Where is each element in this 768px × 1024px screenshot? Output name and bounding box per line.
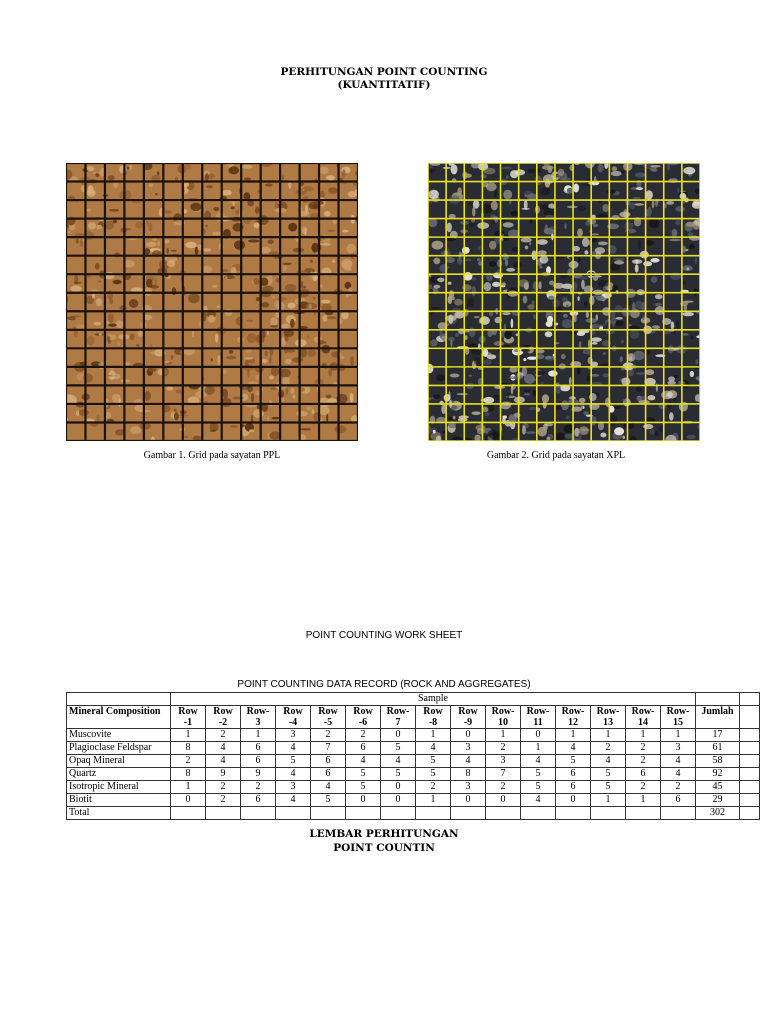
count-cell: 3 [451, 781, 486, 794]
sample-spacer-cell [67, 693, 171, 706]
mineral-name: Plagioclase Feldspar [67, 742, 171, 755]
empty-total-cell [486, 807, 521, 820]
count-cell: 1 [241, 729, 276, 742]
count-cell: 2 [346, 729, 381, 742]
count-cell: 1 [416, 794, 451, 807]
count-cell: 8 [451, 768, 486, 781]
count-cell: 3 [451, 742, 486, 755]
grand-total-cell: 302 [696, 807, 740, 820]
count-cell: 5 [556, 755, 591, 768]
count-cell: 6 [661, 794, 696, 807]
count-cell: 1 [171, 781, 206, 794]
table-body [67, 693, 760, 820]
row-header: Row -6 [346, 706, 381, 729]
count-cell: 0 [381, 781, 416, 794]
point-count-table [66, 692, 760, 820]
count-cell: 6 [556, 781, 591, 794]
row-header: Row -4 [276, 706, 311, 729]
count-cell: 0 [171, 794, 206, 807]
count-cell: 0 [451, 729, 486, 742]
jumlah-header: Jumlah [696, 706, 740, 729]
count-cell: 6 [241, 794, 276, 807]
point-count-table-container [66, 692, 768, 820]
count-cell: 2 [626, 781, 661, 794]
sample-row [67, 693, 760, 706]
empty-total-cell [276, 807, 311, 820]
empty-total-cell [346, 807, 381, 820]
count-cell: 1 [626, 794, 661, 807]
count-cell: 1 [486, 729, 521, 742]
title-line-2: (KUANTITATIF) [337, 79, 431, 91]
count-cell: 8 [171, 742, 206, 755]
count-cell: 2 [241, 781, 276, 794]
count-cell: 2 [206, 729, 241, 742]
extra-cell [740, 794, 760, 807]
mineral-name: Opaq Mineral [67, 755, 171, 768]
count-cell: 4 [346, 755, 381, 768]
count-cell: 7 [311, 742, 346, 755]
empty-total-cell [451, 807, 486, 820]
empty-total-cell [206, 807, 241, 820]
count-cell: 6 [241, 755, 276, 768]
count-cell: 5 [276, 755, 311, 768]
empty-total-cell [241, 807, 276, 820]
count-cell: 1 [591, 794, 626, 807]
count-cell: 6 [346, 742, 381, 755]
row-header: Row- 7 [381, 706, 416, 729]
count-cell: 8 [171, 768, 206, 781]
count-cell: 5 [381, 742, 416, 755]
count-cell: 6 [556, 768, 591, 781]
row-total-cell: 45 [696, 781, 740, 794]
count-cell: 0 [486, 794, 521, 807]
count-cell: 2 [591, 742, 626, 755]
count-cell: 2 [416, 781, 451, 794]
empty-total-cell [381, 807, 416, 820]
empty-total-cell [521, 807, 556, 820]
extra-cell [740, 781, 760, 794]
row-total-cell: 92 [696, 768, 740, 781]
count-cell: 4 [451, 755, 486, 768]
row-header: Row -5 [311, 706, 346, 729]
total-row [67, 807, 760, 820]
empty-total-cell [591, 807, 626, 820]
count-cell: 5 [346, 781, 381, 794]
row-header: Row- 15 [661, 706, 696, 729]
row-header: Row- 12 [556, 706, 591, 729]
count-cell: 9 [206, 768, 241, 781]
count-cell: 4 [311, 781, 346, 794]
extra-cell [740, 755, 760, 768]
count-cell: 1 [416, 729, 451, 742]
row-header: Row- 11 [521, 706, 556, 729]
count-cell: 5 [416, 755, 451, 768]
count-cell: 0 [381, 729, 416, 742]
mineral-composition-header: Mineral Composition [67, 706, 171, 729]
extra-cell [740, 742, 760, 755]
count-cell: 2 [206, 794, 241, 807]
xpl-thin-section-image [428, 163, 700, 441]
mineral-name: Muscovite [67, 729, 171, 742]
count-cell: 0 [556, 794, 591, 807]
count-cell: 1 [171, 729, 206, 742]
row-total-cell: 29 [696, 794, 740, 807]
count-cell: 3 [661, 742, 696, 755]
count-cell: 2 [661, 781, 696, 794]
title-line-1: PERHITUNGAN POINT COUNTING [280, 66, 488, 78]
document-title [0, 66, 768, 92]
row-total-cell: 61 [696, 742, 740, 755]
count-cell: 9 [241, 768, 276, 781]
sample-label: Sample [171, 693, 696, 706]
empty-total-cell [626, 807, 661, 820]
row-header: Row- 13 [591, 706, 626, 729]
count-cell: 5 [381, 768, 416, 781]
extra-cell [740, 729, 760, 742]
xpl-caption: Gambar 2. Grid pada sayatan XPL [486, 450, 626, 461]
sample-spacer-cell [740, 693, 760, 706]
count-cell: 5 [346, 768, 381, 781]
data-record-title: POINT COUNTING DATA RECORD (ROCK AND AGGREGATES) [237, 679, 531, 690]
count-cell: 5 [591, 768, 626, 781]
count-cell: 6 [311, 755, 346, 768]
mineral-name: Quartz [67, 768, 171, 781]
count-cell: 0 [521, 729, 556, 742]
count-cell: 4 [521, 794, 556, 807]
row-header: Row- 3 [241, 706, 276, 729]
count-cell: 3 [486, 755, 521, 768]
empty-total-cell [556, 807, 591, 820]
count-cell: 0 [381, 794, 416, 807]
count-cell: 6 [241, 742, 276, 755]
count-cell: 1 [521, 742, 556, 755]
count-cell: 6 [626, 768, 661, 781]
count-cell: 2 [626, 755, 661, 768]
count-cell: 4 [276, 794, 311, 807]
row-total-cell: 17 [696, 729, 740, 742]
table-row [67, 781, 760, 794]
footer-line-1: LEMBAR PERHITUNGAN [309, 828, 459, 840]
count-cell: 1 [626, 729, 661, 742]
mineral-name: Biotit [67, 794, 171, 807]
table-row [67, 729, 760, 742]
table-header-row [67, 706, 760, 729]
footer-line-2: POINT COUNTIN [333, 842, 435, 854]
table-row [67, 768, 760, 781]
count-cell: 4 [556, 742, 591, 755]
count-cell: 4 [206, 742, 241, 755]
count-cell: 4 [276, 742, 311, 755]
table-row [67, 794, 760, 807]
count-cell: 1 [591, 729, 626, 742]
row-header: Row -9 [451, 706, 486, 729]
count-cell: 2 [486, 781, 521, 794]
empty-total-cell [661, 807, 696, 820]
extra-cell [740, 768, 760, 781]
row-header: Row- 14 [626, 706, 661, 729]
worksheet-title: POINT COUNTING WORK SHEET [305, 630, 463, 641]
count-cell: 4 [381, 755, 416, 768]
table-row [67, 742, 760, 755]
count-cell: 4 [591, 755, 626, 768]
count-cell: 1 [556, 729, 591, 742]
count-cell: 1 [661, 729, 696, 742]
extra-header-cell [740, 706, 760, 729]
total-label: Total [67, 807, 171, 820]
ppl-caption: Gambar 1. Grid pada sayatan PPL [143, 450, 281, 461]
count-cell: 4 [521, 755, 556, 768]
empty-total-cell [416, 807, 451, 820]
count-cell: 4 [661, 768, 696, 781]
empty-total-cell [311, 807, 346, 820]
count-cell: 7 [486, 768, 521, 781]
count-cell: 2 [626, 742, 661, 755]
count-cell: 2 [171, 755, 206, 768]
count-cell: 5 [416, 768, 451, 781]
table-row [67, 755, 760, 768]
row-header: Row -1 [171, 706, 206, 729]
mineral-name: Isotropic Mineral [67, 781, 171, 794]
row-header: Row -8 [416, 706, 451, 729]
count-cell: 3 [276, 729, 311, 742]
count-cell: 2 [206, 781, 241, 794]
ppl-thin-section-image [66, 163, 358, 441]
count-cell: 0 [346, 794, 381, 807]
sample-spacer-cell [696, 693, 740, 706]
extra-cell [740, 807, 760, 820]
count-cell: 4 [416, 742, 451, 755]
count-cell: 2 [486, 742, 521, 755]
count-cell: 5 [521, 768, 556, 781]
empty-total-cell [171, 807, 206, 820]
count-cell: 4 [661, 755, 696, 768]
row-total-cell: 58 [696, 755, 740, 768]
count-cell: 5 [591, 781, 626, 794]
row-header: Row- 10 [486, 706, 521, 729]
count-cell: 3 [276, 781, 311, 794]
count-cell: 2 [311, 729, 346, 742]
row-header: Row -2 [206, 706, 241, 729]
count-cell: 0 [451, 794, 486, 807]
count-cell: 5 [521, 781, 556, 794]
count-cell: 4 [206, 755, 241, 768]
count-cell: 4 [276, 768, 311, 781]
count-cell: 5 [311, 794, 346, 807]
count-cell: 6 [311, 768, 346, 781]
footer-title [0, 827, 768, 855]
